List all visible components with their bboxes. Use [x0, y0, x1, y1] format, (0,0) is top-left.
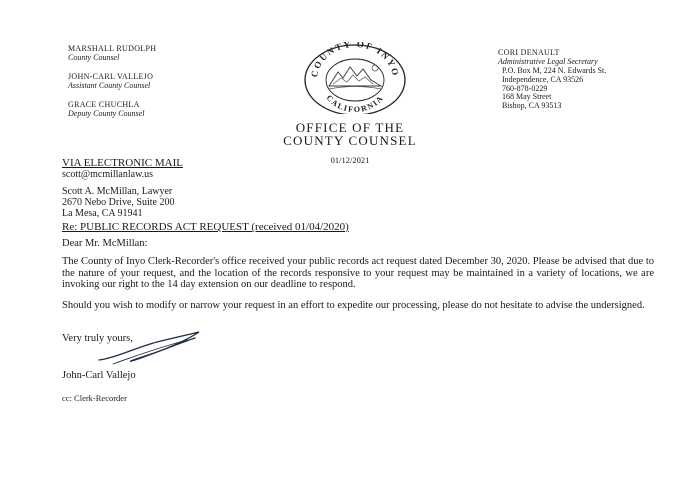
cc-line: cc: Clerk-Recorder	[62, 393, 127, 403]
subject-line: Re: PUBLIC RECORDS ACT REQUEST (received 01/04/2020)	[62, 221, 349, 233]
recipient-line: 2670 Nebo Drive, Suite 200	[62, 197, 175, 208]
staff-entry	[68, 44, 188, 62]
address-line: P.O. Box M, 224 N. Edwards St.	[502, 66, 607, 75]
staff-title: Deputy County Counsel	[68, 109, 145, 118]
right-staff	[498, 48, 648, 66]
office-title-line2: COUNTY COUNSEL	[283, 133, 417, 148]
staff-title: Assistant County Counsel	[68, 81, 151, 90]
body-paragraph-1: The County of Inyo Clerk-Recorder's office received your public records act request dated December 30, 2020. Please be advised that due to the nature of your request, and the location of the records responsive to your request may be maintained in a variety of locations, we are invoking our right to the 14 day extension on our deadline to respond.	[62, 256, 654, 290]
staff-entry	[68, 72, 188, 90]
address-block	[502, 66, 662, 93]
staff-name: CORI DENAULT	[498, 48, 560, 57]
address-block	[502, 92, 662, 110]
recipient-email: scott@mcmillanlaw.us	[62, 169, 154, 180]
address-line: Independence, CA 93526	[502, 75, 584, 84]
seal-bottom-text: CALIFORNIA	[324, 93, 386, 114]
handwritten-signature	[95, 330, 205, 368]
staff-entry	[68, 100, 188, 118]
staff-title: County Counsel	[68, 53, 120, 62]
office-title-line1: OFFICE OF THE	[295, 120, 405, 135]
address-line: Bishop, CA 93513	[502, 101, 562, 110]
recipient-address	[62, 186, 175, 219]
recipient-line: La Mesa, CA 91941	[62, 208, 143, 219]
staff-name: MARSHALL RUDOLPH	[68, 44, 157, 53]
letter-date: 01/12/2021	[330, 155, 370, 165]
county-seal	[293, 42, 417, 114]
body-paragraph-2: Should you wish to modify or narrow your request in an effort to expedite our processing, please do not hesitate to advise the undersigned.	[62, 300, 645, 311]
staff-name: JOHN-CARL VALLEJO	[68, 72, 154, 81]
delivery-method: VIA ELECTRONIC MAIL	[62, 157, 183, 169]
seal-top-text: COUNTY OF INYO	[308, 42, 402, 79]
svg-text:CALIFORNIA	[325, 93, 386, 114]
address-line: 760-878-0229	[502, 84, 548, 93]
left-staff-list	[68, 44, 188, 118]
recipient-line: Scott A. McMillan, Lawyer	[62, 186, 173, 197]
signer-name: John-Carl Vallejo	[62, 370, 136, 381]
staff-title: Administrative Legal Secretary	[498, 57, 598, 66]
staff-name: GRACE CHUCHLA	[68, 100, 140, 109]
salutation: Dear Mr. McMillan:	[62, 238, 148, 249]
address-line: 168 May Street	[502, 92, 552, 101]
closing: Very truly yours,	[62, 333, 133, 344]
